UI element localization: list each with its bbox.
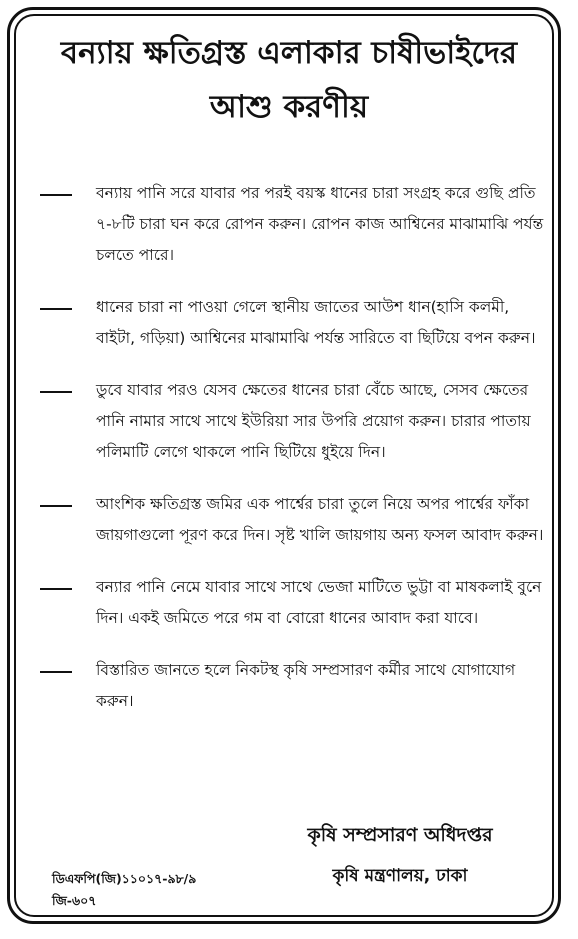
advice-item <box>40 489 546 551</box>
advice-item <box>40 655 546 717</box>
ad-code-line-1: ডিএফপি(জি)১১০১৭-৯৮/৯ <box>52 871 197 886</box>
advice-text: ডুবে যাবার পরও যেসব ক্ষেতের ধানের চারা বেঁচে আছে, সেসব ক্ষেতের পানি নামার সাথে সাথে ইউরিয়া সার উপরি প্রয়োগ করুন। চারার পাতায় পলিমাটি লেগে থাকলে পানি ছিটিয়ে ধুইয়ে দিন। <box>96 381 531 461</box>
advice-text: ধানের চারা না পাওয়া গেলে স্থানীয় জাতের আউশ ধান(হাসি কলমী, বাইটা, গড়িয়া) আশ্বিনের মাঝামাঝি পর্যন্ত সারিতে বা ছিটিয়ে বপন করুন। <box>96 298 536 347</box>
advice-item <box>40 572 546 634</box>
dash-bullet-icon <box>40 671 72 673</box>
advice-item <box>40 375 546 468</box>
advice-list <box>40 178 546 738</box>
authority-ministry: কৃষি মন্ত্রণালয়, ঢাকা <box>332 866 468 886</box>
dash-bullet-icon <box>40 391 72 393</box>
ad-code <box>52 868 196 912</box>
advice-text: বন্যার পানি নেমে যাবার সাথে সাথে ভেজা মাটিতে ভুট্টা বা মাষকলাই বুনে দিন। একই জমিতে পরে গম বা বোরো ধানের আবাদ করা যাবে। <box>96 578 542 627</box>
title-line-1: বন্যায় ক্ষতিগ্রস্ত এলাকার চাষীভাইদের <box>60 35 518 71</box>
dash-bullet-icon <box>40 588 72 590</box>
advice-item <box>40 178 546 271</box>
advice-item <box>40 292 546 354</box>
notice-title <box>30 26 548 134</box>
dash-bullet-icon <box>40 308 72 310</box>
advice-text: বিস্তারিত জানতে হলে নিকটস্থ কৃষি সম্প্রসারণ কর্মীর সাথে যোগাযোগ করুন। <box>96 661 516 710</box>
issuing-authority <box>270 820 530 892</box>
ad-code-line-2: জি-৬০৭ <box>52 893 97 908</box>
dash-bullet-icon <box>40 505 72 507</box>
authority-name: কৃষি সম্প্রসারণ অধিদপ্তর <box>307 824 493 846</box>
advice-text: আংশিক ক্ষতিগ্রস্ত জমির এক পার্শ্বের চারা তুলে নিয়ে অপর পার্শ্বের ফাঁকা জায়গাগুলো পূরণ করে দিন। সৃষ্ট খালি জায়গায় অন্য ফসল আবাদ করুন। <box>96 495 544 544</box>
advice-text: বন্যায় পানি সরে যাবার পর পরই বয়স্ক ধানের চারা সংগ্রহ করে গুছি প্রতি ৭-৮টি চারা ঘন করে রোপন করুন। রোপন কাজ আশ্বিনের মাঝামাঝি পর্যন্ত চলতে পারে। <box>96 184 544 264</box>
title-line-2: আশু করণীয় <box>209 89 369 125</box>
dash-bullet-icon <box>40 194 72 196</box>
